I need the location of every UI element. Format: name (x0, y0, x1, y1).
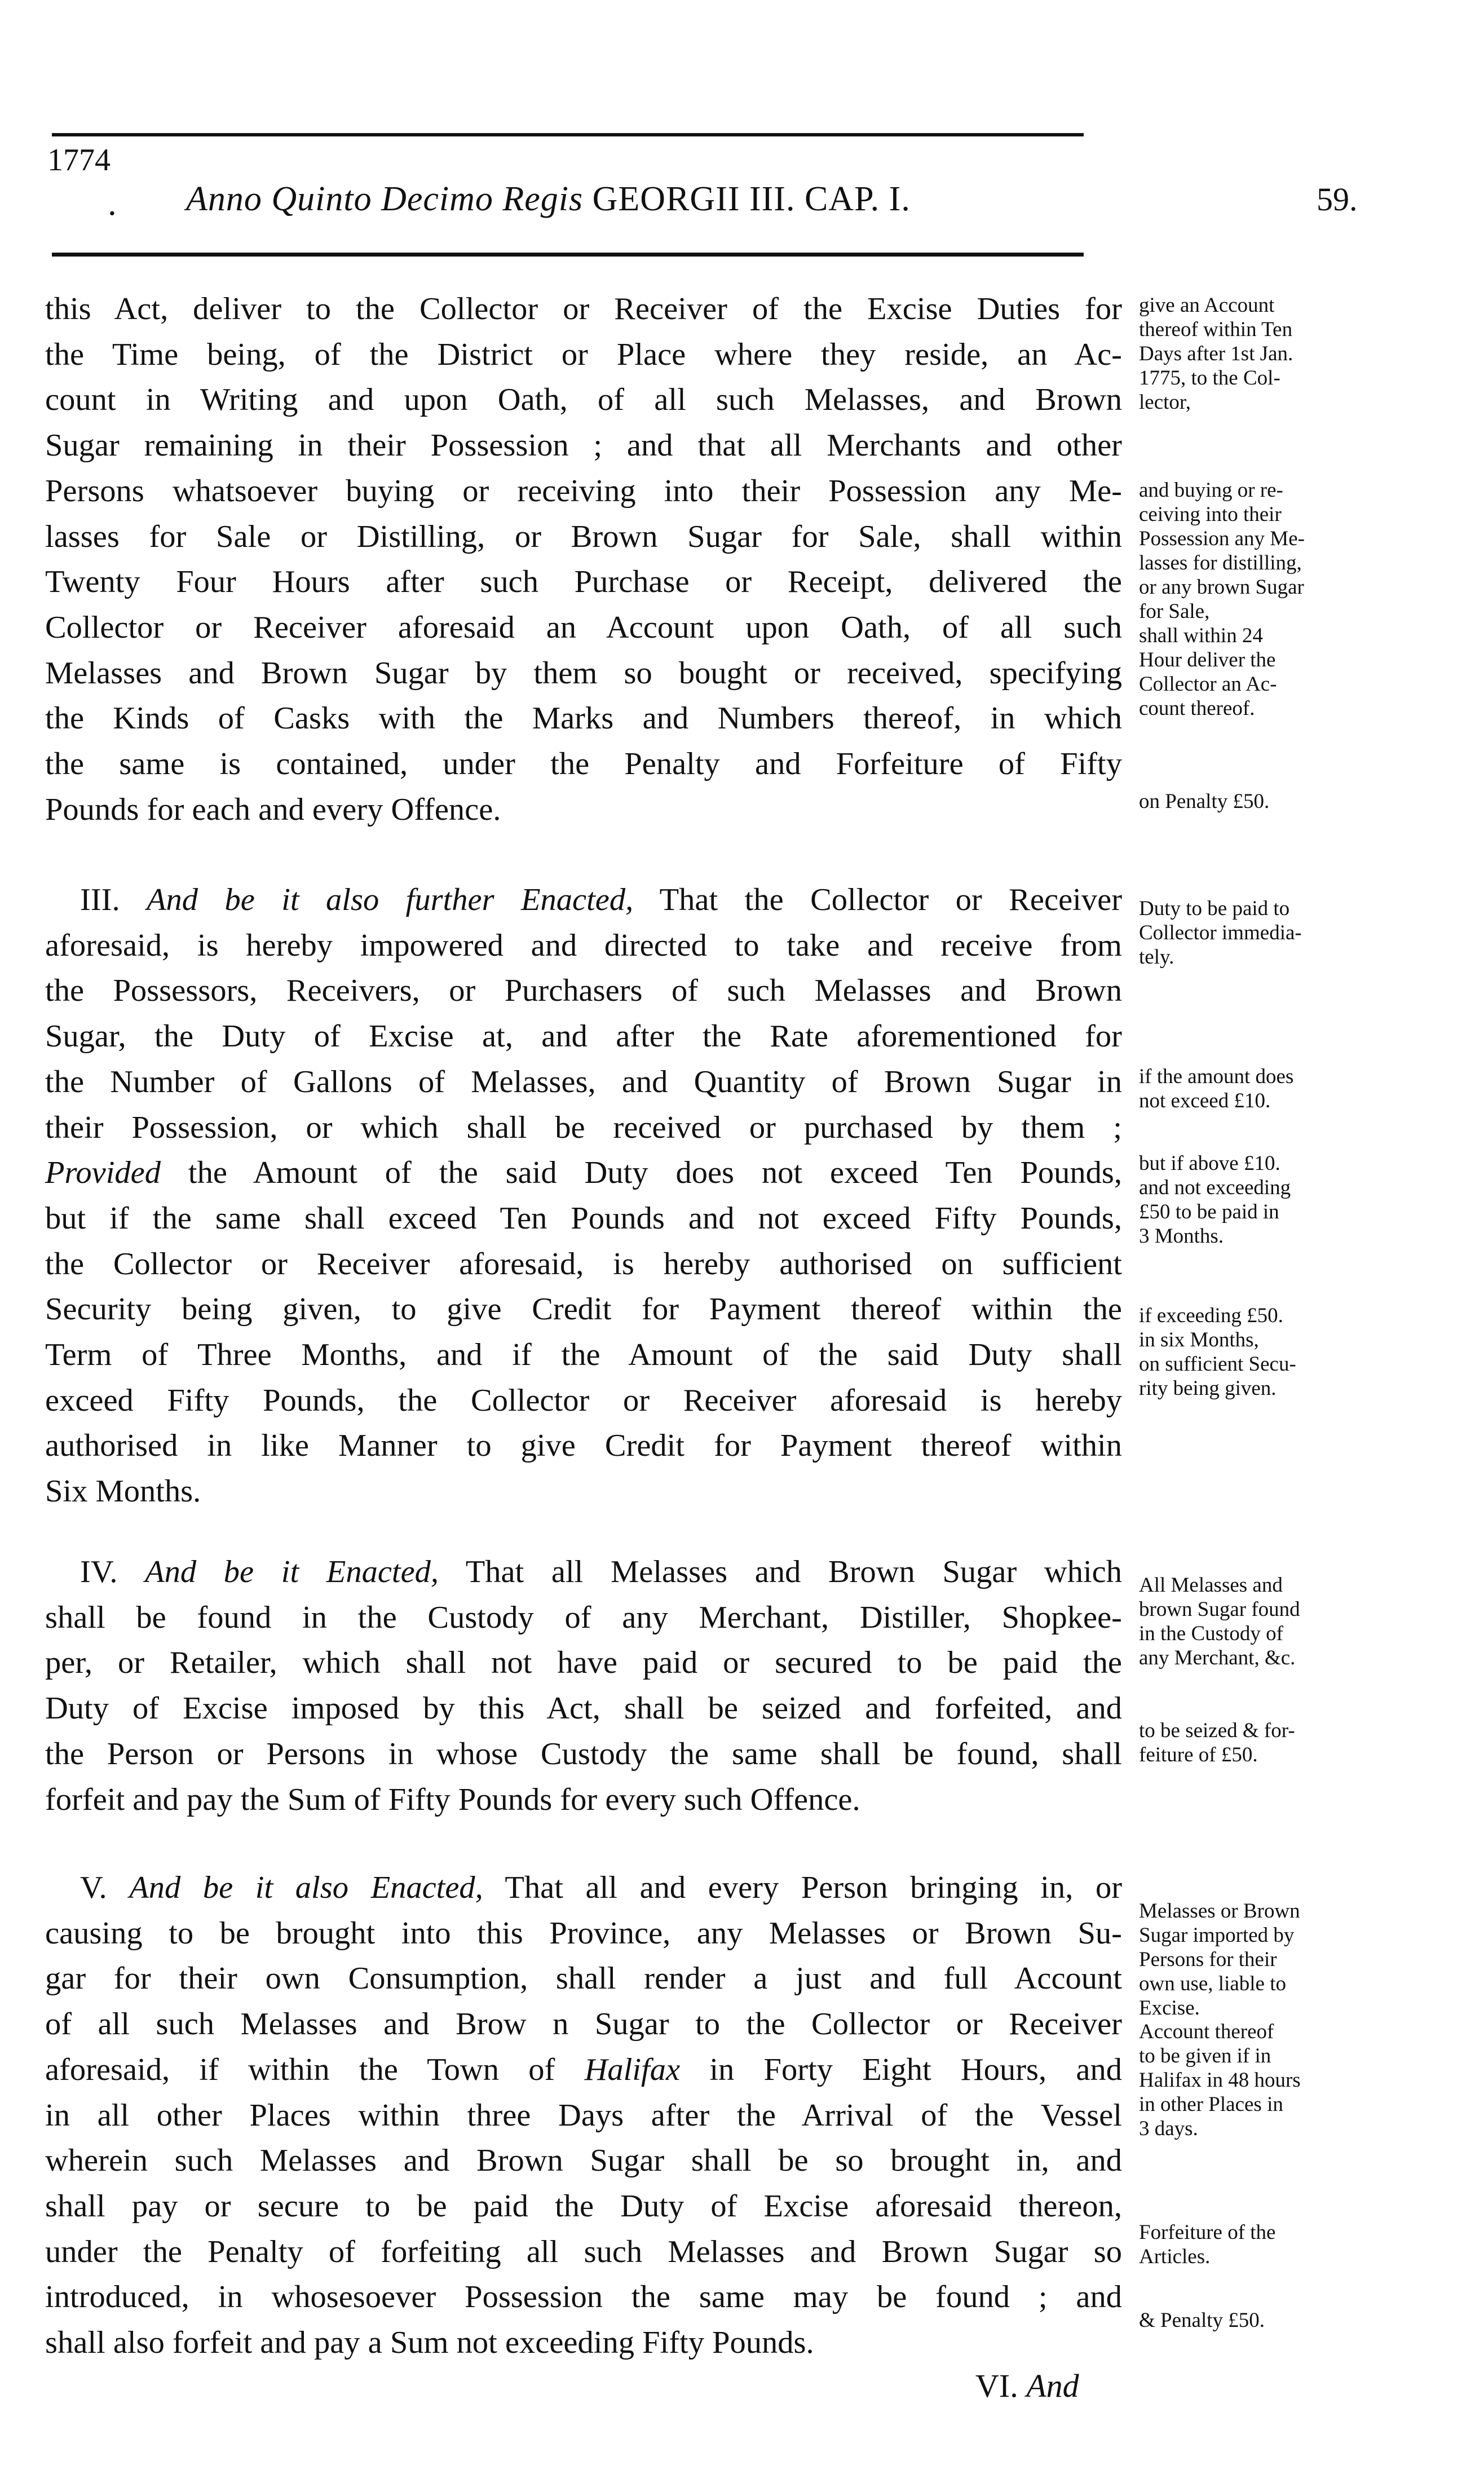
margin-note (1139, 293, 1387, 414)
section-iv (45, 1549, 1122, 1822)
text-line: lasses for Sale or Distilling, or Brown Sugar for Sale, shall within (45, 519, 1122, 554)
section-v (45, 1865, 1122, 2366)
margin-line: 3 days. (1139, 2117, 1198, 2140)
margin-note (1139, 2308, 1387, 2333)
section-number: V. (80, 1870, 107, 1905)
margin-line: and not exceeding (1139, 1176, 1291, 1199)
margin-line: count thereof. (1139, 697, 1255, 720)
margin-line: in six Months, (1139, 1328, 1259, 1351)
text-line: of all such Melasses and Brow n Sugar to the Collector or Receiver (45, 2007, 1122, 2042)
margin-line: Account thereof (1139, 2020, 1274, 2043)
margin-line: to be seized & for- (1139, 1719, 1295, 1742)
text-line: the Collector or Receiver aforesaid, is hereby authorised on sufficient (45, 1246, 1122, 1282)
text-line: gar for their own Consumption, shall render a just and full Account (45, 1961, 1122, 1996)
margin-line: shall within 24 (1139, 624, 1263, 647)
margin-line: on sufficient Secu- (1139, 1353, 1296, 1376)
provided-word: Provided (45, 1155, 161, 1191)
catchword (975, 2367, 1079, 2405)
margin-line: lector, (1139, 391, 1191, 414)
margin-line: ceiving into their (1139, 503, 1282, 526)
provided-line (45, 1150, 1122, 1196)
margin-line: Possession any Me- (1139, 527, 1305, 550)
margin-line: if the amount does (1139, 1065, 1294, 1088)
margin-line: for Sale, (1139, 600, 1210, 623)
margin-line: Duty to be paid to (1139, 897, 1290, 920)
margin-line: Persons for their (1139, 1948, 1277, 1971)
text-fragment: the Amount of the said Duty does not exceed Ten Pounds, (161, 1155, 1122, 1191)
text-line: the same is contained, under the Penalty and Forfeiture of Fifty (45, 746, 1122, 782)
halifax-word: Halifax (584, 2052, 681, 2087)
text-line: introduced, in whosesoever Possession the same may be found ; and (45, 2280, 1122, 2315)
text-line: Six Months. (45, 1474, 201, 1509)
text-line: the Number of Gallons of Melasses, and Quantity of Brown Sugar in (45, 1064, 1122, 1099)
text-line: Sugar remaining in their Possession ; and that all Merchants and other (45, 428, 1122, 463)
halifax-line (45, 2047, 1122, 2093)
text-line: in all other Places within three Days after the Arrival of the Vessel (45, 2097, 1122, 2133)
text-line: exceed Fifty Pounds, the Collector or Receiver aforesaid is hereby (45, 1382, 1122, 1418)
margin-note (1139, 1719, 1387, 1767)
margin-line: Articles. (1139, 2245, 1211, 2268)
margin-line: feiture of £50. (1139, 1743, 1258, 1766)
text-line: count in Writing and upon Oath, of all such Melasses, and Brown (45, 382, 1122, 418)
text-line: per, or Retailer, which shall not have paid or secured to be paid the (45, 1645, 1122, 1681)
text-line: but if the same shall exceed Ten Pounds and not exceed Fifty Pounds, (45, 1200, 1122, 1236)
text-line: shall also forfeit and pay a Sum not exceeding Fifty Pounds. (45, 2325, 814, 2361)
text-line: Security being given, to give Credit for Payment thereof within the (45, 1292, 1122, 1327)
margin-note (1139, 1064, 1387, 1113)
text-fragment: That all Melasses and Brown Sugar which (439, 1554, 1122, 1589)
margin-line: lasses for distilling, (1139, 551, 1302, 575)
margin-line: Halifax in 48 hours (1139, 2069, 1301, 2092)
header-bottom-rule (52, 253, 1084, 257)
text-line: Twenty Four Hours after such Purchase or Receipt, delivered the (45, 564, 1122, 600)
margin-line: own use, liable to (1139, 1972, 1287, 1995)
margin-line: Forfeiture of the (1139, 2221, 1276, 2244)
margin-line: any Merchant, &c. (1139, 1646, 1296, 1669)
catchword-roman: VI. (975, 2367, 1018, 2404)
margin-line: Days after 1st Jan. (1139, 342, 1293, 365)
margin-line: and buying or re- (1139, 479, 1283, 502)
margin-line: not exceed £10. (1139, 1089, 1271, 1112)
text-fragment: in Forty Eight Hours, and (680, 2052, 1122, 2087)
margin-note (1139, 2020, 1387, 2141)
margin-line: Collector immedia- (1139, 921, 1302, 944)
text-line: authorised in like Manner to give Credit for Payment thereof within (45, 1428, 1122, 1464)
margin-note (1139, 789, 1387, 814)
text-line: the Time being, of the District or Place where they reside, an Ac- (45, 337, 1122, 372)
text-line: Duty of Excise imposed by this Act, shall be seized and forfeited, and (45, 1691, 1122, 1726)
margin-line: & Penalty £50. (1139, 2309, 1265, 2332)
section-iii-first-line (45, 877, 1122, 923)
text-line: Sugar, the Duty of Excise at, and after the Rate aforementioned for (45, 1019, 1122, 1054)
text-fragment: aforesaid, if within the Town of (45, 2052, 585, 2087)
margin-note (1139, 1151, 1387, 1248)
text-fragment: That all and every Person bringing in, or (483, 1870, 1123, 1905)
text-line: Melasses and Brown Sugar by them so bought or received, specifying (45, 655, 1122, 691)
margin-line: 1775, to the Col- (1139, 366, 1280, 390)
text-line: Term of Three Months, and if the Amount of the said Duty shall (45, 1337, 1122, 1373)
header-title-italic: Anno Quinto Decimo Regis (186, 180, 584, 218)
catchword-italic: And (1026, 2367, 1079, 2404)
text-fragment: That the Collector or Receiver (633, 882, 1123, 917)
header-bullet: . (107, 186, 117, 223)
margin-line: on Penalty £50. (1139, 790, 1270, 813)
margin-line: 3 Months. (1139, 1225, 1224, 1248)
text-line: under the Penalty of forfeiting all such Melasses and Brown Sugar so (45, 2234, 1122, 2269)
margin-line: to be given if in (1139, 2044, 1271, 2068)
margin-line: give an Account (1139, 294, 1275, 317)
running-header (186, 179, 911, 219)
margin-line: £50 to be paid in (1139, 1200, 1279, 1223)
margin-line: in the Custody of (1139, 1622, 1283, 1645)
margin-line: Sugar imported by (1139, 1924, 1295, 1947)
text-line: shall be found in the Custody of any Merchant, Distiller, Shopkee- (45, 1600, 1122, 1635)
text-line: wherein such Melasses and Brown Sugar shall be so brought in, and (45, 2143, 1122, 2179)
text-line: Persons whatsoever buying or receiving into their Possession any Me- (45, 473, 1122, 509)
margin-line: if exceeding £50. (1139, 1304, 1283, 1327)
section-number: IV. (80, 1554, 118, 1589)
text-line: their Possession, or which shall be received or purchased by them ; (45, 1110, 1122, 1145)
enacting-clause: And be it also further Enacted, (147, 882, 634, 917)
margin-line: but if above £10. (1139, 1152, 1280, 1175)
margin-line: All Melasses and (1139, 1574, 1283, 1597)
section-iii (45, 877, 1122, 1514)
text-line: causing to be brought into this Province, any Melasses or Brown Su- (45, 1915, 1122, 1951)
year-mark: 1774 (47, 143, 111, 178)
margin-note (1139, 1304, 1387, 1401)
text-line: Pounds for each and every Offence. (45, 792, 501, 827)
text-line: the Kinds of Casks with the Marks and Numbers thereof, in which (45, 701, 1122, 736)
margin-note (1139, 896, 1387, 969)
text-line: the Possessors, Receivers, or Purchasers of such Melasses and Brown (45, 973, 1122, 1009)
margin-line: in other Places in (1139, 2093, 1283, 2116)
text-line: Collector or Receiver aforesaid an Account upon Oath, of all such (45, 609, 1122, 645)
paragraph-continuation (45, 286, 1122, 832)
margin-line: thereof within Ten (1139, 318, 1293, 341)
margin-line: brown Sugar found (1139, 1598, 1300, 1621)
text-line: forfeit and pay the Sum of Fifty Pounds for every such Offence. (45, 1782, 860, 1817)
margin-line: Excise. (1139, 1996, 1200, 2020)
margin-note (1139, 2220, 1387, 2269)
margin-line: Collector an Ac- (1139, 673, 1277, 696)
margin-line: rity being given. (1139, 1377, 1277, 1400)
margin-note (1139, 1899, 1387, 2020)
section-number: III. (80, 882, 120, 917)
margin-line: tely. (1139, 946, 1174, 969)
text-line: the Person or Persons in whose Custody the same shall be found, shall (45, 1736, 1122, 1772)
margin-note (1139, 1573, 1387, 1670)
margin-line: or any brown Sugar (1139, 576, 1304, 599)
margin-note (1139, 478, 1387, 721)
section-v-first-line (45, 1865, 1122, 1911)
enacting-clause: And be it also Enacted, (129, 1870, 483, 1905)
text-line: aforesaid, is hereby impowered and directed to take and receive from (45, 927, 1122, 963)
header-top-rule (52, 133, 1084, 136)
margin-line: Melasses or Brown (1139, 1900, 1300, 1923)
text-line: this Act, deliver to the Collector or Receiver of the Excise Duties for (45, 291, 1122, 326)
page-number: 59. (1317, 181, 1358, 218)
text-line: shall pay or secure to be paid the Duty of Excise aforesaid thereon, (45, 2188, 1122, 2224)
enacting-clause: And be it Enacted, (145, 1554, 439, 1589)
section-iv-first-line (45, 1549, 1122, 1595)
margin-line: Hour deliver the (1139, 648, 1276, 672)
header-title-roman: GEORGII III. CAP. I. (592, 180, 911, 218)
